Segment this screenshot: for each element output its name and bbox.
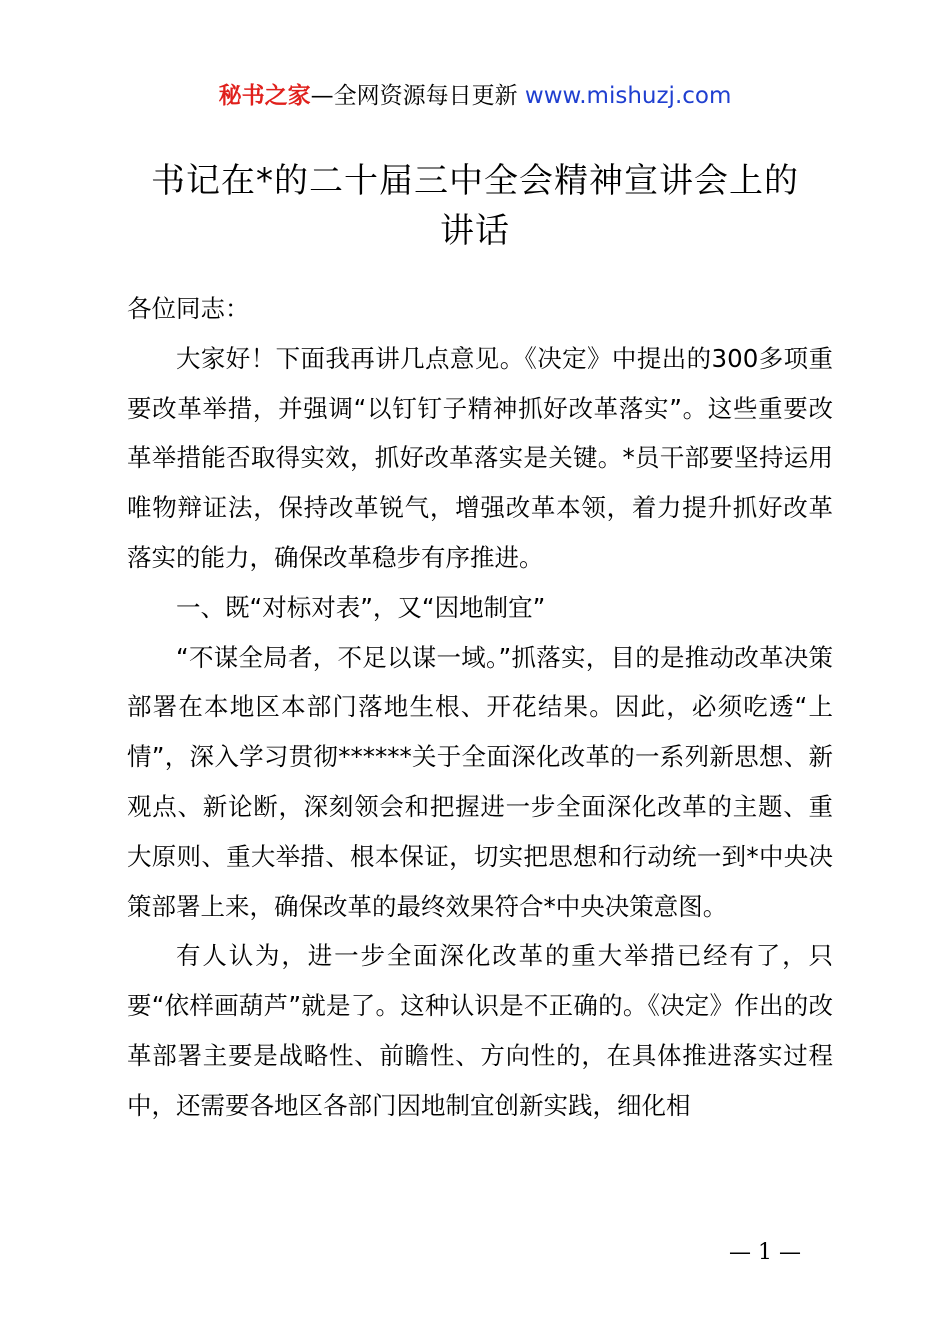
site-slogan: —全网资源每日更新 xyxy=(310,83,518,109)
site-brand: 秘书之家 xyxy=(218,83,311,109)
document-title-line-1: 书记在*的二十届三中全会精神宣讲会上的 xyxy=(151,161,799,201)
site-header xyxy=(0,78,950,114)
site-url[interactable]: www.mishuzj.com xyxy=(524,83,732,109)
paragraph-2: “不谋全局者，不足以谋一域。”抓落实，目的是推动改革决策部署在本地区本部门落地生根、开花结果。因此，必须吃透“上情”，深入学习贯彻******关于全面深化改革的一系列新思想、新观点、新论断，深刻领会和把握进一步全面深化改革的主题、重大原则、重大举措、根本保证，切实把思想和行动统一到*中央决策部署上来，确保改革的最终效果符合*中央决策意图。 xyxy=(127,642,833,921)
paragraph-1: 大家好！下面我再讲几点意见。《决定》中提出的300多项重要改革举措，并强调“以钉钉子精神抓好改革落实”。这些重要改革举措能否取得实效，抓好改革落实是关键。*员干部要坚持运用唯物辩证法，保持改革锐气，增强改革本领，着力提升抓好改革落实的能力，确保改革稳步有序推进。 xyxy=(127,343,833,572)
salutation: 各位同志： xyxy=(127,294,250,323)
paragraph-3: 有人认为，进一步全面深化改革的重大举措已经有了，只要“依样画葫芦”就是了。这种认识是不正确的。《决定》作出的改革部署主要是战略性、前瞻性、方向性的，在具体推进落实过程中，还需要各地区各部门因地制宜创新实践，细化相 xyxy=(127,941,833,1120)
document-body xyxy=(127,284,833,1131)
section-heading-1: 一、既“对标对表”，又“因地制宜” xyxy=(176,592,546,622)
page-number: — 1 — xyxy=(729,1240,801,1265)
document-title-line-2: 讲话 xyxy=(440,211,510,251)
document-title xyxy=(100,156,850,256)
